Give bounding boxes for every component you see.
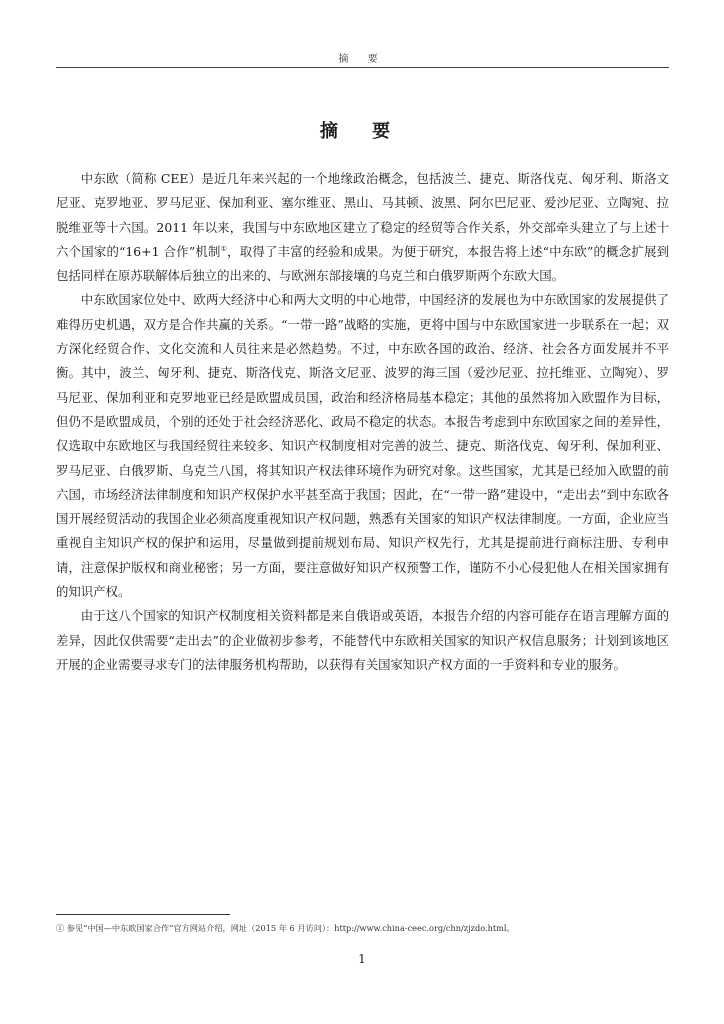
body-text: [56, 167, 669, 677]
paragraph-2: 中东欧国家位处中、欧两大经济中心和两大文明的中心地带，中国经济的发展也为中东欧国家的发展提供了难得历史机遇，双方是合作共赢的关系。“一带一路”战略的实施，更将中国与中东欧国家进一步联系在一起；双方深化经贸合作、文化交流和人员往来是必然趋势。不过，中东欧各国的政治、经济、社会各方面发展并不平衡。其中，波兰、匈牙利、捷克、斯洛伐克、斯洛文尼亚、波罗的海三国（爱沙尼亚、拉托维亚、立陶宛）、罗马尼亚、保加利亚和克罗地亚已经是欧盟成员国，政治和经济格局基本稳定；其他的虽然将加入欧盟作为目标，但仍不是欧盟成员，个别的还处于社会经济恶化、政局不稳定的状态。本报告考虑到中东欧国家之间的差异性，仅选取中东欧地区与我国经贸往来较多、知识产权制度相对完善的波兰、捷克、斯洛伐克、匈牙利、保加利亚、罗马尼亚、白俄罗斯、乌克兰八国，将其知识产权法律环境作为研究对象。这些国家，尤其是已经加入欧盟的前六国，市场经济法律制度和知识产权保护水平甚至高于我国；因此，在“一带一路”建设中，“走出去”到中东欧各国开展经贸活动的我国企业必须高度重视知识产权问题，熟悉有关国家的知识产权法律制度。一方面，企业应当重视自主知识产权的保护和运用，尽量做到提前规划布局、知识产权先行，尤其是提前进行商标注册、专利申请，注意保护版权和商业秘密；另一方面，要注意做好知识产权预警工作，谨防不小心侵犯他人在相关国家拥有的知识产权。: [56, 292, 669, 600]
paragraph-1: [56, 167, 669, 288]
paragraph-1-text: 中东欧（简称 CEE）是近几年来兴起的一个地缘政治概念，包括波兰、捷克、斯洛伐克、匈牙利、斯洛文尼亚、克罗地亚、罗马尼亚、保加利亚、塞尔维亚、黑山、马其顿、波黑、阿尔巴尼亚、爱沙尼亚、立陶宛、拉脱维亚等十六国。2011 年以来，我国与中东欧地区建立了稳定的经贸等合作关系，外交部牵头建立了与上述十六个国家的“16+1 合作”机制: [56, 171, 669, 259]
header-rule: [56, 67, 669, 68]
page-number: 1: [358, 952, 366, 966]
footnote-rule: [56, 914, 230, 915]
footnote-reference[interactable]: ①: [220, 244, 228, 253]
paragraph-1-text-continued: ，取得了丰富的经验和成果。为便于研究，本报告将上述“中东欧”的概念扩展到包括同样在原苏联解体后独立的出来的、与欧洲东部接壤的乌克兰和白俄罗斯两个东欧大国。: [56, 243, 670, 284]
running-header: 摘 要: [338, 54, 386, 65]
paragraph-3: 由于这八个国家的知识产权制度相关资料都是来自俄语或英语，本报告介绍的内容可能存在语言理解方面的差异，因此仅供需要“走出去”的企业做初步参考，不能替代中东欧相关国家的知识产权信息服务；计划到该地区开展的企业需要寻求专门的法律服务机构帮助，以获得有关国家知识产权方面的一手资料和专业的服务。: [56, 608, 669, 672]
page-title: 摘 要: [319, 121, 405, 142]
footnote: ① 参见“中国—中东欧国家合作”官方网站介绍，网址（2015 年 6 月访问）：http://www.china-ceec.org/chn/zjzdo.html。: [56, 923, 515, 933]
